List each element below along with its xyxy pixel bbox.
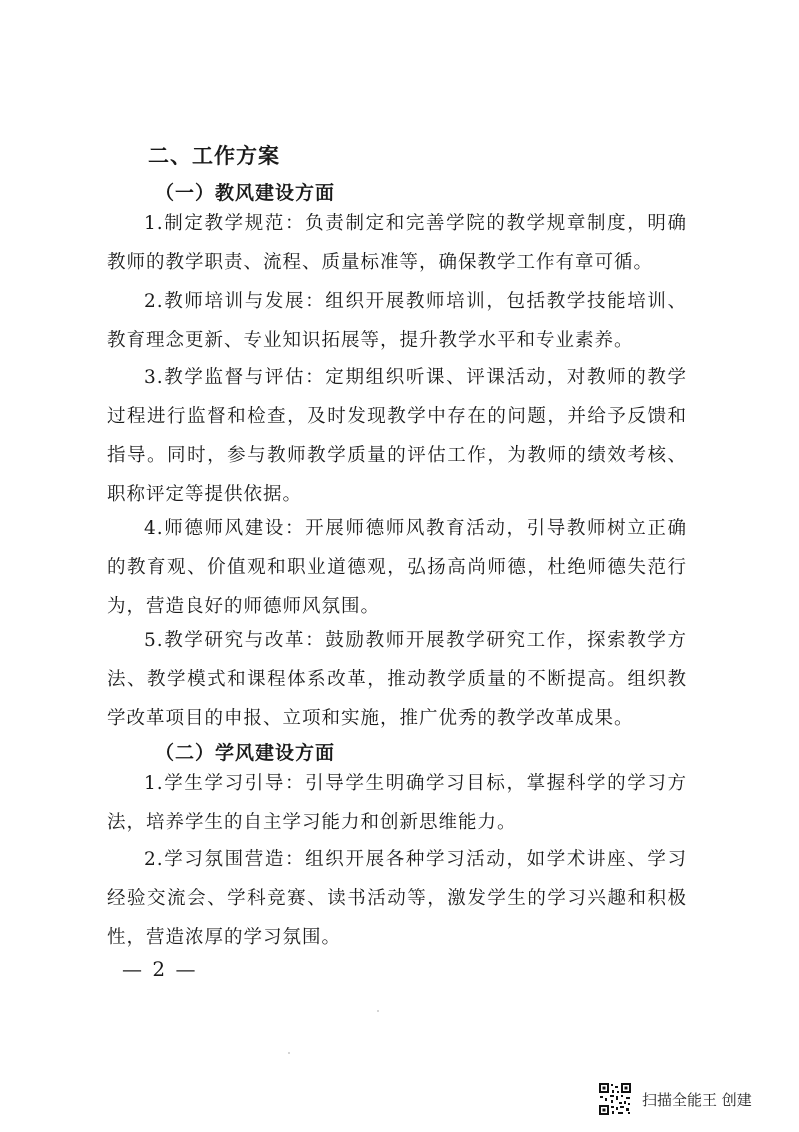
paragraph-teaching-5: 5.教学研究与改革：鼓励教师开展教学研究工作，探索教学方法、教学模式和课程体系改革，推动教学质量的不断提高。组织教学改革项目的申报、立项和实施，推广优秀的教学改革成果。 [107, 630, 687, 729]
paragraph-teaching-3: 3.教学监督与评估：定期组织听课、评课活动，对教师的教学过程进行监督和检查，及时发现教学中存在的问题，并给予反馈和指导。同时，参与教师教学质量的评估工作，为教师的绩效考核、职称评定等提供依据。 [107, 367, 687, 505]
paragraph-study-1: 1.学生学习引导：引导学生明确学习目标，掌握科学的学习方法，培养学生的自主学习能力和创新思维能力。 [107, 773, 687, 833]
qr-code-icon [598, 1082, 632, 1116]
paragraph-teaching-4: 4.师德师风建设：开展师德师风教育活动，引导教师树立正确的教育观、价值观和职业道德观，弘扬高尚师德，杜绝师德失范行为，营造良好的师德师风氛围。 [107, 518, 687, 617]
subsection-title-teaching-style: （一）教风建设方面 [155, 182, 336, 204]
paragraph-teaching-2: 2.教师培训与发展：组织开展教师培训，包括教学技能培训、教育理念更新、专业知识拓展等，提升教学水平和专业素养。 [107, 291, 687, 351]
page-number: — 2 — [122, 957, 198, 981]
paragraph-study-2: 2.学习氛围营造：组织开展各种学习活动，如学术讲座、学习经验交流会、学科竞赛、读书活动等，激发学生的学习兴趣和积极性，营造浓厚的学习氛围。 [107, 849, 687, 948]
subsection-title-study-style: （二）学风建设方面 [155, 742, 336, 764]
scanner-watermark [598, 1082, 752, 1116]
scan-speck [288, 1052, 290, 1054]
paragraph-teaching-1: 1.制定教学规范：负责制定和完善学院的教学规章制度，明确教师的教学职责、流程、质量标准等，确保教学工作有章可循。 [107, 213, 687, 273]
scan-speck [377, 1010, 379, 1012]
watermark-label: 扫描全能王 创建 [642, 1090, 752, 1109]
section-heading: 二、工作方案 [148, 144, 280, 168]
